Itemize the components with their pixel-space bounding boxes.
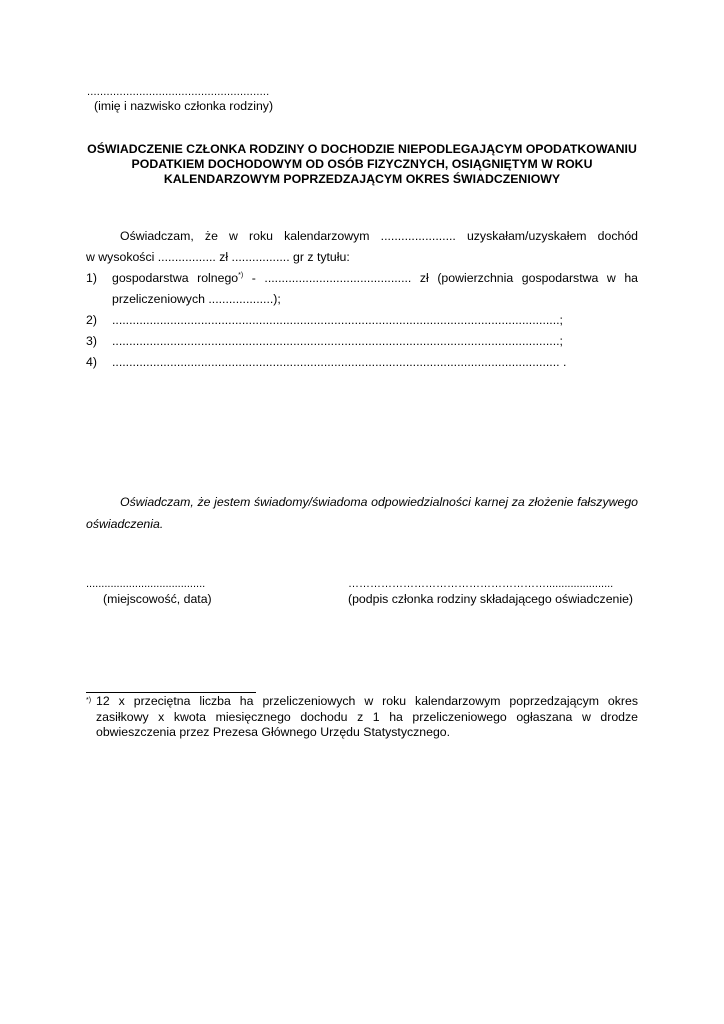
item-1-number: 1) [86, 271, 97, 285]
statement-line-2: w wysokości ................. zł ................. gr z tytułu: [86, 250, 350, 264]
footnote-mark: *) [86, 697, 92, 704]
item-1-text-b: - ........................................... zł (powierzchnia gospodarstwa w ha [243, 271, 639, 285]
item-2-text: ...................................................................................................................................; [112, 313, 563, 327]
name-field-dots: ........................................................ [87, 86, 270, 98]
document-title [60, 142, 664, 187]
footnote-separator [86, 692, 256, 693]
title-line-1: OŚWIADCZENIE CZŁONKA RODZINY O DOCHODZIE NIEPODLEGAJĄCYM OPODATKOWANIU [87, 142, 637, 156]
item-1-line-2: przeliczeniowych ...................); [112, 292, 281, 306]
statement-text-1: Oświadczam, że w roku kalendarzowym ...................... uzyskałam/uzyskałem dochód [120, 229, 638, 243]
item-1-footnote-mark: *) [238, 272, 244, 279]
item-1-line-1 [112, 271, 638, 285]
item-1-text-a: gospodarstwa rolnego [112, 271, 239, 285]
item-3-number: 3) [86, 334, 97, 348]
footnote [86, 694, 638, 741]
name-field-caption: (imię i nazwisko członka rodziny) [94, 99, 274, 113]
statement-line-1 [86, 229, 638, 243]
title-line-3: KALENDARZOWYM POPRZEDZAJĄCYM OKRES ŚWIADCZENIOWY [163, 172, 561, 186]
item-3-text: ...................................................................................................................................; [112, 334, 563, 348]
item-4-text: ................................................................................................................................... . [112, 355, 567, 369]
place-date-caption: (miejscowość, data) [103, 592, 212, 606]
signature-dots: ………………………………………………...................... [348, 578, 614, 590]
item-2-number: 2) [86, 313, 97, 327]
place-date-dots: ....................................... [86, 578, 206, 590]
title-line-2: PODATKIEM DOCHODOWYM OD OSÓB FIZYCZNYCH, OSIĄGNIĘTYM W ROKU [131, 157, 593, 171]
item-4-number: 4) [86, 355, 97, 369]
signature-caption: (podpis członka rodziny składającego oświadczenie) [348, 592, 634, 606]
footnote-text: 12 x przeciętna liczba ha przeliczeniowych w roku kalendarzowym poprzedzającym okres zasiłkowy x kwota miesięcznego dochodu z 1 ha przeliczeniowego ogłaszana w drodze obwieszczenia przez Prezesa Głównego Urzędu Statystycznego. [96, 694, 638, 739]
liability-declaration: Oświadczam, że jestem świadomy/świadoma odpowiedzialności karnej za złożenie fałszywego oświadczenia. [86, 495, 638, 531]
